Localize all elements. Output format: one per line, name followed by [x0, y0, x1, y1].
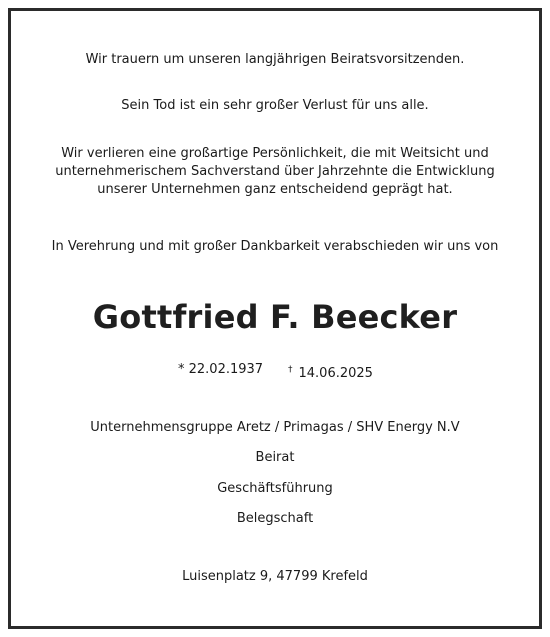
tribute-line-2: unternehmerischem Sachverstand über Jahrzehnte die Entwicklung	[55, 164, 495, 179]
intro-text: Wir trauern um unseren langjährigen Beiratsvorsitzenden.	[85, 52, 465, 67]
tribute-line-3: unserer Unternehmen ganz entscheidend geprägt hat.	[97, 182, 453, 197]
loss-text: Sein Tod ist ein sehr großer Verlust für uns alle.	[121, 98, 429, 113]
dagger-icon: †	[288, 365, 293, 375]
death-date: 14.06.2025	[298, 366, 373, 381]
life-dates	[0, 360, 550, 380]
deceased-name: Gottfried F. Beecker	[92, 298, 458, 336]
birth-date: * 22.02.1937	[178, 362, 264, 377]
sender-company: Unternehmensgruppe Aretz / Primagas / SHV Energy N.V	[90, 420, 460, 435]
death-date-group	[288, 360, 373, 384]
tribute-line-1: Wir verlieren eine großartige Persönlichkeit, die mit Weitsicht und	[61, 146, 489, 161]
sender-board: Beirat	[255, 450, 295, 465]
sender-staff: Belegschaft	[236, 511, 314, 526]
address-text: Luisenplatz 9, 47799 Krefeld	[182, 569, 368, 584]
farewell-text: In Verehrung und mit großer Dankbarkeit verabschieden wir uns von	[51, 239, 499, 254]
sender-management: Geschäftsführung	[217, 481, 333, 496]
